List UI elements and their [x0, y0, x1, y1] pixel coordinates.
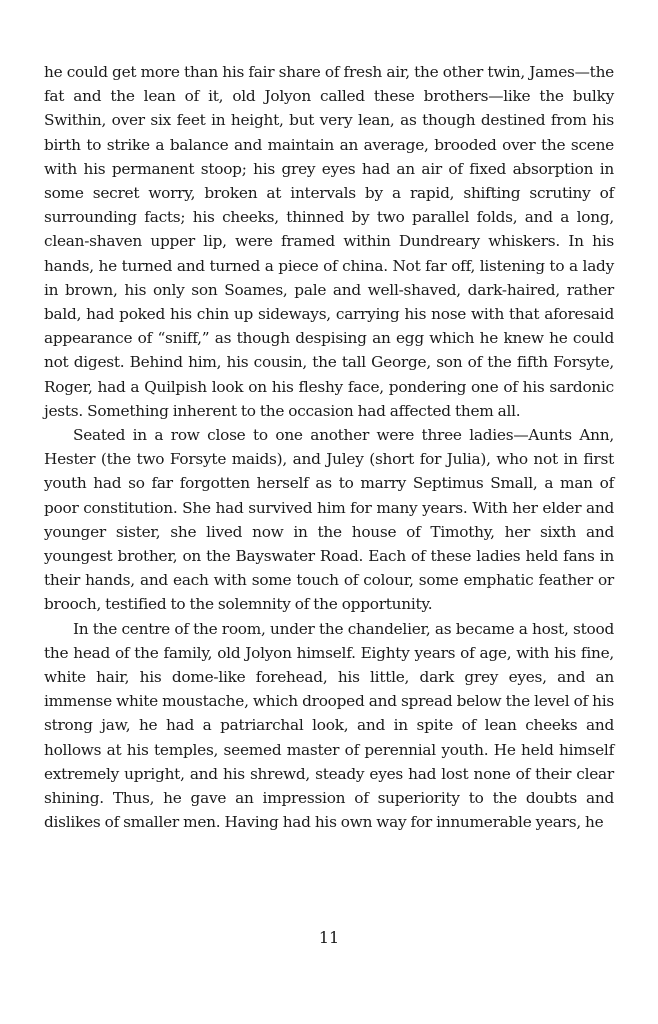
- paragraph-old-jolyon: In the centre of the room, under the chandelier, as became a host, stood the head of the family, old Jolyon himself. Eighty years of age, with his fine, white hair, his dome-like forehead, his little, dark grey eyes, and an immense white moustache, which drooped and spread below the level of his strong jaw, he had a patriarchal look, and in spite of lean cheeks and hollows at his temples, seemed master of perennial youth. He held himself extremely upright, and his shrewd, steady eyes had lost none of their clear shining. Thus, he gave an impression of superiority to the doubts and dislikes of smaller men. Having had his own way for innumerable years, he: [44, 619, 614, 832]
- paragraph-aunts: Seated in a row close to one another were three ladies—Aunts Ann, Hester (the two Forsyte maids), and Juley (short for Julia), who not in first youth had so far forgotten herself as to marry Septimus Small, a man of poor constitution. She had survived him for many years. With her elder and younger sister, she lived now in the house of Timothy, her sixth and youngest brother, on the Bayswater Road. Each of these ladies held fans in their hands, and each with some touch of colour, some emphatic feather or brooch, testified to the solemnity of the opportunity.: [44, 426, 614, 614]
- paragraph-continuation: he could get more than his fair share of fresh air, the other twin, James—the fat and the lean of it, old Jolyon called these brothers—like the bulky Swithin, over six feet in height, but very lean, as though destined from his birth to strike a balance and maintain an average, brooded over the scene with his permanent stoop; his grey eyes had an air of fixed absorption in some secret worry, broken at intervals by a rapid, shifting scrutiny of surrounding facts; his cheeks, thinned by two parallel folds, and a long, clean-shaven upper lip, were framed within Dundreary whiskers. In his hands, he turned and turned a piece of china. Not far off, listening to a lady in brown, his only son Soames, pale and well-shaved, dark-haired, rather bald, had poked his chin up sideways, carrying his nose with that aforesaid appearance of “sniff,” as though despising an egg which he knew he could not digest. Behind him, his cousin, the tall George, son of the fifth Forsyte, Roger, had a Quilpish look on his fleshy face, pondering one of his sardonic jests. Something inherent to the occasion had affected them all.: [44, 63, 614, 420]
- page-number: 11: [318, 928, 340, 947]
- page-body: [44, 60, 614, 835]
